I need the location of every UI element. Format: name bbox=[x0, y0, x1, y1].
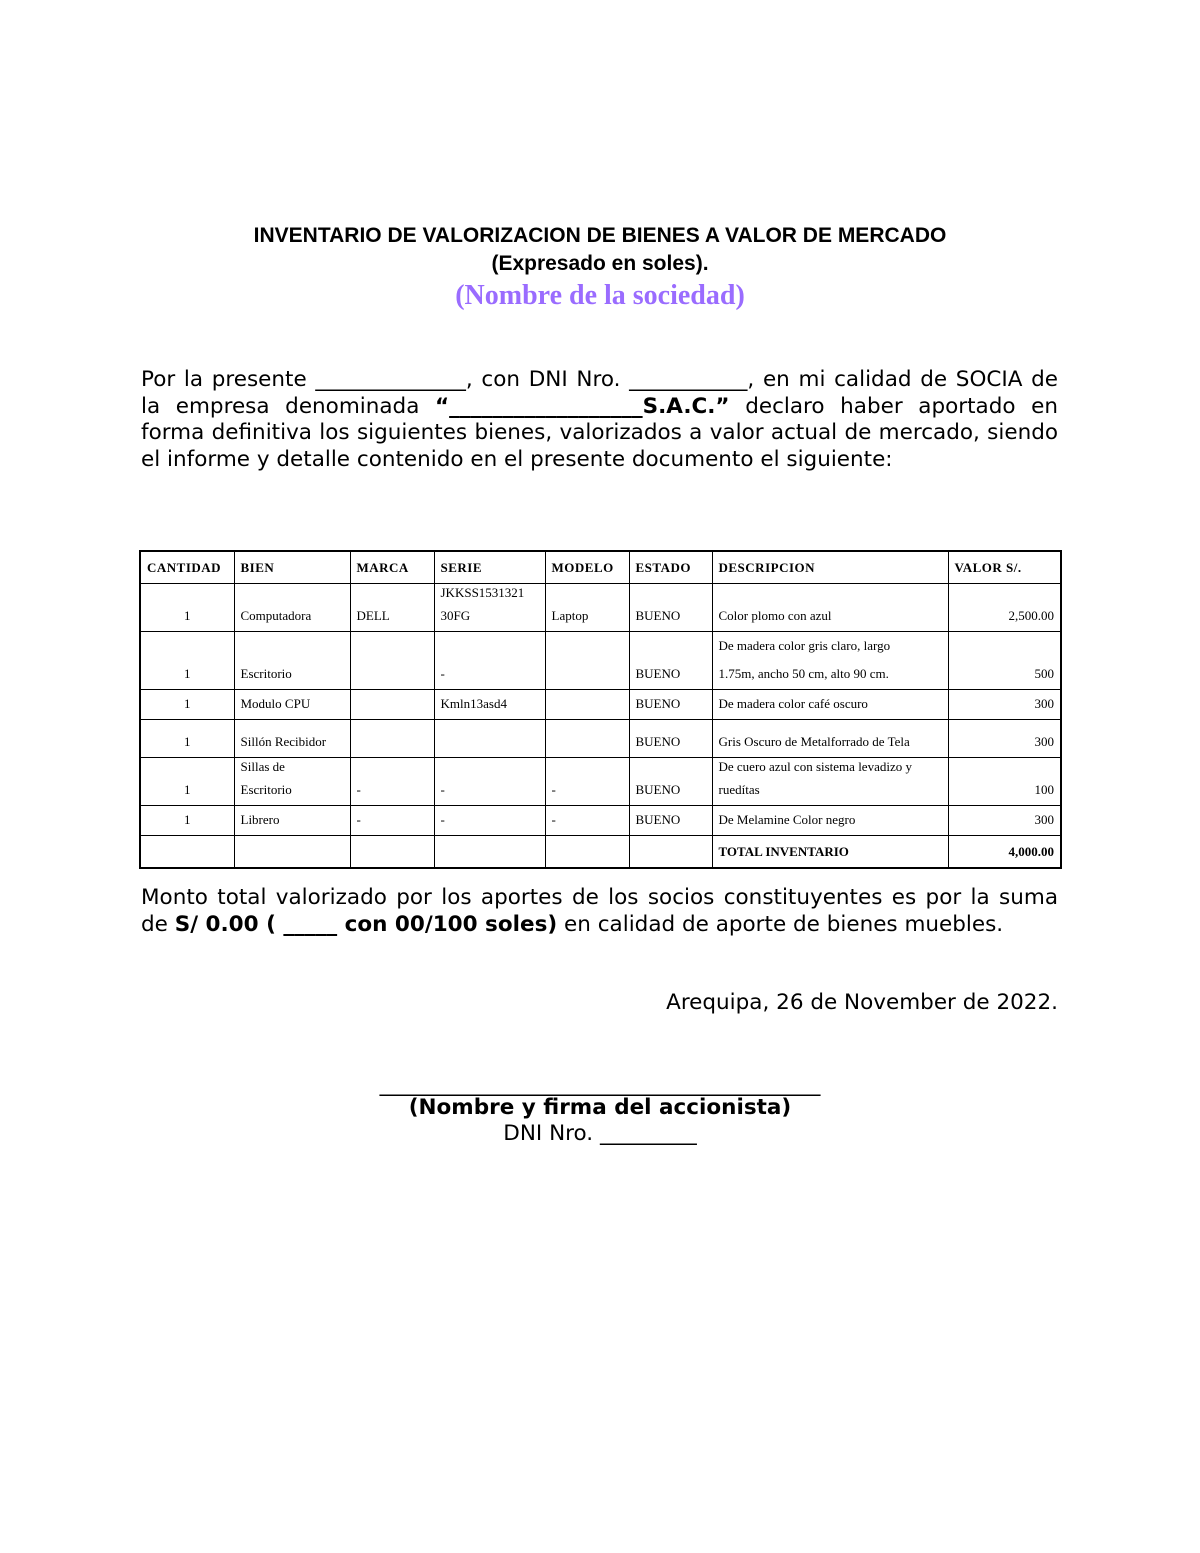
cell-estado: BUENO bbox=[629, 584, 712, 632]
cell-empty bbox=[140, 836, 234, 869]
cell-cantidad: 1 bbox=[140, 632, 234, 690]
cell-valor: 100 bbox=[948, 758, 1061, 806]
header-estado: ESTADO bbox=[629, 551, 712, 584]
cell-cantidad: 1 bbox=[140, 758, 234, 806]
cell-bien bbox=[234, 758, 350, 806]
header-marca: MARCA bbox=[350, 551, 434, 584]
cell-empty bbox=[629, 836, 712, 869]
cell-cantidad: 1 bbox=[140, 806, 234, 836]
header-serie: SERIE bbox=[434, 551, 545, 584]
cell-valor: 300 bbox=[948, 806, 1061, 836]
cell-cantidad: 1 bbox=[140, 690, 234, 720]
cell-serie: Kmln13asd4 bbox=[434, 690, 545, 720]
signature-dni: DNI Nro. _________ bbox=[503, 1121, 697, 1146]
cell-serie: - bbox=[434, 632, 545, 690]
cell-marca: DELL bbox=[350, 584, 434, 632]
cell-empty bbox=[434, 836, 545, 869]
cell-descripcion: Color plomo con azul bbox=[712, 584, 948, 632]
cell-estado: BUENO bbox=[629, 690, 712, 720]
cell-serie: - bbox=[434, 806, 545, 836]
cell-estado: BUENO bbox=[629, 758, 712, 806]
table-total-row bbox=[140, 836, 1061, 869]
cell-descripcion-line-1: De madera color gris claro, largo bbox=[718, 638, 891, 653]
cell-modelo: Laptop bbox=[545, 584, 629, 632]
cell-bien-line-1: Sillas de bbox=[240, 759, 285, 774]
cell-estado: BUENO bbox=[629, 806, 712, 836]
document-subtitle: (Expresado en soles). bbox=[491, 252, 709, 275]
cell-valor: 2,500.00 bbox=[948, 584, 1061, 632]
cell-serie bbox=[434, 720, 545, 758]
cell-modelo bbox=[545, 632, 629, 690]
company-name-placeholder: (Nombre de la sociedad) bbox=[455, 280, 745, 311]
cell-marca: - bbox=[350, 758, 434, 806]
cell-descripcion-line-2: 1.75m, ancho 50 cm, alto 90 cm. bbox=[718, 666, 889, 681]
cell-empty bbox=[545, 836, 629, 869]
cell-bien: Sillón Recibidor bbox=[234, 720, 350, 758]
place-date: Arequipa, 26 de November de 2022. bbox=[666, 990, 1058, 1015]
header-cantidad: CANTIDAD bbox=[140, 551, 234, 584]
cell-estado: BUENO bbox=[629, 720, 712, 758]
cell-serie-line-2: 30FG bbox=[440, 608, 471, 623]
cell-marca bbox=[350, 690, 434, 720]
cell-marca bbox=[350, 632, 434, 690]
table-row bbox=[140, 690, 1061, 720]
total-amount: S/ 0.00 ( _____ con 00/100 soles) bbox=[174, 911, 558, 937]
cell-descripcion-line-2: ruedítas bbox=[718, 782, 760, 797]
cell-serie: - bbox=[434, 758, 545, 806]
cell-modelo bbox=[545, 720, 629, 758]
table-row bbox=[140, 806, 1061, 836]
cell-descripcion bbox=[712, 758, 948, 806]
closing-text-1: Monto total valorizado por los aportes de los socios constituyentes es por la suma de bbox=[141, 885, 1058, 937]
cell-descripcion-line-1: De cuero azul con sistema levadizo y bbox=[718, 759, 912, 774]
cell-descripcion: De madera color café oscuro bbox=[712, 690, 948, 720]
cell-modelo bbox=[545, 690, 629, 720]
cell-descripcion: Gris Oscuro de Metalforrado de Tela bbox=[712, 720, 948, 758]
cell-bien: Computadora bbox=[234, 584, 350, 632]
header-descripcion: DESCRIPCION bbox=[712, 551, 948, 584]
inventory-table bbox=[139, 550, 1062, 869]
cell-descripcion bbox=[712, 632, 948, 690]
header-modelo: MODELO bbox=[545, 551, 629, 584]
intro-text-2: declaro haber aportado en forma definitiva los siguientes bienes, valorizados a valor actual de mercado, siendo el informe y detalle contenido en el presente documento el siguiente: bbox=[141, 393, 1059, 472]
cell-cantidad: 1 bbox=[140, 584, 234, 632]
cell-valor: 300 bbox=[948, 690, 1061, 720]
cell-descripcion: De Melamine Color negro bbox=[712, 806, 948, 836]
intro-text-1: Por la presente ______________, con DNI Nro. ___________, en mi calidad de SOCIA de la empresa denominada bbox=[141, 367, 1058, 419]
cell-marca bbox=[350, 720, 434, 758]
cell-bien-line-2: Escritorio bbox=[240, 782, 292, 797]
cell-cantidad: 1 bbox=[140, 720, 234, 758]
total-label: TOTAL INVENTARIO bbox=[712, 836, 948, 869]
closing-text-2: en calidad de aporte de bienes muebles. bbox=[557, 911, 1004, 937]
cell-serie bbox=[434, 584, 545, 632]
cell-marca: - bbox=[350, 806, 434, 836]
company-sac: “__________________S.A.C.” bbox=[435, 393, 730, 419]
cell-empty bbox=[350, 836, 434, 869]
signature-line: _________________________________________ bbox=[379, 1072, 821, 1097]
table-row bbox=[140, 584, 1061, 632]
header-bien: BIEN bbox=[234, 551, 350, 584]
signature-name: (Nombre y firma del accionista) bbox=[408, 1095, 792, 1120]
table-row bbox=[140, 632, 1061, 690]
table-header-row bbox=[140, 551, 1061, 584]
cell-bien: Modulo CPU bbox=[234, 690, 350, 720]
cell-valor: 500 bbox=[948, 632, 1061, 690]
intro-paragraph bbox=[141, 367, 1058, 473]
cell-valor: 300 bbox=[948, 720, 1061, 758]
table-row bbox=[140, 720, 1061, 758]
cell-empty bbox=[234, 836, 350, 869]
cell-serie-line-1: JKKSS1531321 bbox=[440, 585, 525, 600]
cell-modelo: - bbox=[545, 758, 629, 806]
cell-modelo: - bbox=[545, 806, 629, 836]
cell-bien: Librero bbox=[234, 806, 350, 836]
header-valor: VALOR S/. bbox=[948, 551, 1061, 584]
document-title: INVENTARIO DE VALORIZACION DE BIENES A VALOR DE MERCADO bbox=[253, 224, 947, 247]
table-row bbox=[140, 758, 1061, 806]
cell-estado: BUENO bbox=[629, 632, 712, 690]
cell-bien: Escritorio bbox=[234, 632, 350, 690]
total-value: 4,000.00 bbox=[948, 836, 1061, 869]
closing-paragraph bbox=[141, 885, 1058, 938]
